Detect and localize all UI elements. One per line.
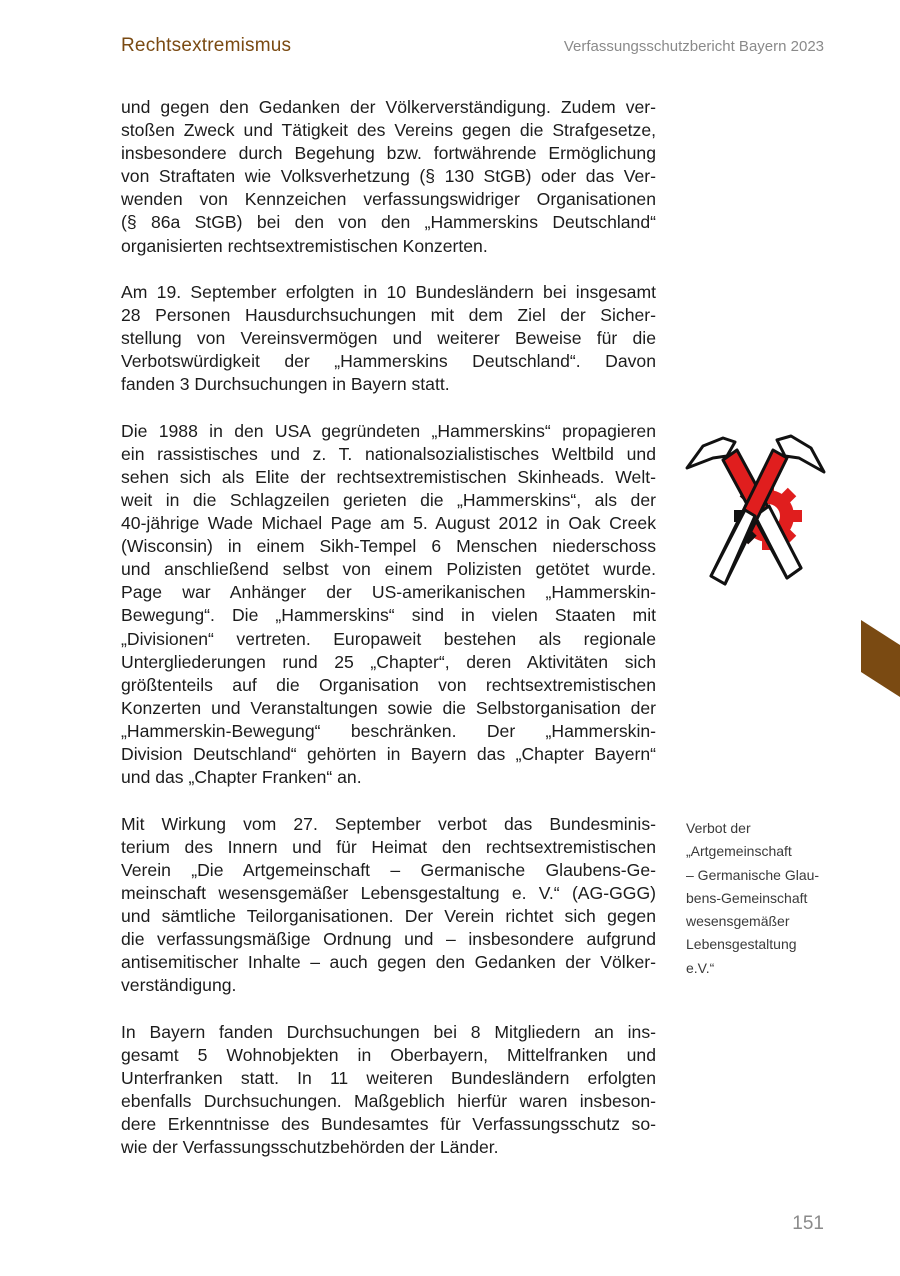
sidenote-line: – Germanische Glau- <box>686 866 820 883</box>
paragraph <box>121 96 656 258</box>
text-line: Die 1988 in den USA gegründeten „Hammerskins“ propagieren <box>121 420 656 441</box>
text-line: „Hammerskin-Bewegung“ beschränken. Der „Hammerskin- <box>121 720 656 741</box>
text-line: „Divisionen“ vertreten. Europaweit bestehen als regionale <box>121 628 656 649</box>
sidenote-line: bens-Gemeinschaft <box>686 889 808 906</box>
hammerskins-logo-icon <box>683 428 828 590</box>
text-line: Mit Wirkung vom 27. September verbot das Bundesminis- <box>121 813 656 834</box>
text-line: sehen sich als Elite der rechtsextremistischen Skinheads. Welt- <box>121 466 656 487</box>
text-line: Division Deutschland“ gehörten in Bayern das „Chapter Bayern“ <box>121 744 656 765</box>
text-line: und sämtliche Teilorganisationen. Der Verein richtet sich gegen <box>121 905 656 926</box>
text-line: organisierten rechtsextremistischen Konzerten. <box>121 235 488 256</box>
section-header: Rechtsextremismus <box>121 35 292 56</box>
text-line: (Wisconsin) in einem Sikh-Tempel 6 Menschen niederschoss <box>121 536 656 557</box>
text-line: von Straftaten wie Volksverhetzung (§ 130 StGB) oder das Ver- <box>121 166 656 187</box>
text-line: die verfassungsmäßige Ordnung und – insbesondere aufgrund <box>121 928 656 949</box>
text-line: größtenteils auf die Organisation von rechtsextremistischen <box>121 674 656 695</box>
chapter-tab-marker <box>861 620 900 697</box>
text-line: 40-jährige Wade Michael Page am 5. August 2012 in Oak Creek <box>121 513 656 534</box>
text-line: und gegen den Gedanken der Völkerverständigung. Zudem ver- <box>121 97 656 117</box>
text-line: Am 19. September erfolgten in 10 Bundesländern bei insgesamt <box>121 281 656 302</box>
sidenote <box>686 817 836 980</box>
paragraph <box>121 281 656 396</box>
paragraph <box>121 420 656 790</box>
text-line: Page war Anhänger der US-amerikanischen „Hammerskin- <box>121 582 656 603</box>
text-line: Verbotswürdigkeit der „Hammerskins Deutschland“. Davon <box>121 351 656 372</box>
text-line: gesamt 5 Wohnobjekten in Oberbayern, Mittelfranken und <box>121 1044 656 1065</box>
text-line: fanden 3 Durchsuchungen in Bayern statt. <box>121 374 450 395</box>
page-number: 151 <box>792 1213 824 1234</box>
sidenote-line: e.V.“ <box>686 959 715 976</box>
text-line: Untergliederungen rund 25 „Chapter“, deren Aktivitäten sich <box>121 651 656 672</box>
sidenote-line: Verbot der <box>686 820 751 836</box>
text-line: wie der Verfassungsschutzbehörden der Länder. <box>121 1137 499 1158</box>
sidenote-line: wesensgemäßer <box>686 913 790 930</box>
text-line: meinschaft wesensgemäßer Lebensgestaltung e. V.“ (AG-GGG) <box>121 882 656 903</box>
text-line: Unterfranken statt. In 11 weiteren Bundesländern erfolgten <box>121 1067 656 1088</box>
text-line: Bewegung“. Die „Hammerskins“ sind in vielen Staaten mit <box>121 605 656 626</box>
text-line: 28 Personen Hausdurchsuchungen mit dem Ziel der Sicher- <box>121 305 656 326</box>
text-line: In Bayern fanden Durchsuchungen bei 8 Mitgliedern an ins- <box>121 1021 656 1042</box>
sidenote-line: Lebensgestaltung <box>686 936 797 953</box>
text-line: insbesondere durch Begehung bzw. fortwährende Ermöglichung <box>121 143 656 164</box>
text-line: dere Erkenntnisse des Bundesamtes für Verfassungsschutz so- <box>121 1113 656 1134</box>
text-line: verständigung. <box>121 975 237 996</box>
text-line: Konzerten und Veranstaltungen sowie die Selbstorganisation der <box>121 697 656 718</box>
text-line: ein rassistisches und z. T. nationalsozialistisches Weltbild und <box>121 443 656 464</box>
text-line: antisemitischer Inhalte – auch gegen den Gedanken der Völker- <box>121 952 656 973</box>
text-line: Verein „Die Artgemeinschaft – Germanische Glaubens-Ge- <box>121 859 656 880</box>
text-line: und das „Chapter Franken“ an. <box>121 767 362 788</box>
text-line: ebenfalls Durchsuchungen. Maßgeblich hierfür waren insbeson- <box>121 1090 656 1111</box>
text-line: und anschließend selbst von einem Polizisten getötet wurde. <box>121 559 656 580</box>
text-line: terium des Innern und für Heimat den rechtsextremistischen <box>121 836 656 857</box>
text-line: (§ 86a StGB) bei den von den „Hammerskins Deutschland“ <box>121 212 656 233</box>
sidenote-line: „Artgemeinschaft <box>686 843 792 860</box>
paragraph <box>121 1021 656 1160</box>
text-line: stoßen Zweck und Tätigkeit des Vereins gegen die Strafgesetze, <box>121 120 656 141</box>
paragraph <box>121 813 656 998</box>
text-line: stellung von Vereinsvermögen und weiterer Beweise für die <box>121 328 656 349</box>
main-text <box>121 96 656 1182</box>
publication-title: Verfassungsschutzbericht Bayern 2023 <box>563 38 824 55</box>
text-line: wenden von Kennzeichen verfassungswidriger Organisationen <box>121 189 656 210</box>
text-line: weit in die Schlagzeilen gerieten die „Hammerskins“, als der <box>121 490 656 510</box>
